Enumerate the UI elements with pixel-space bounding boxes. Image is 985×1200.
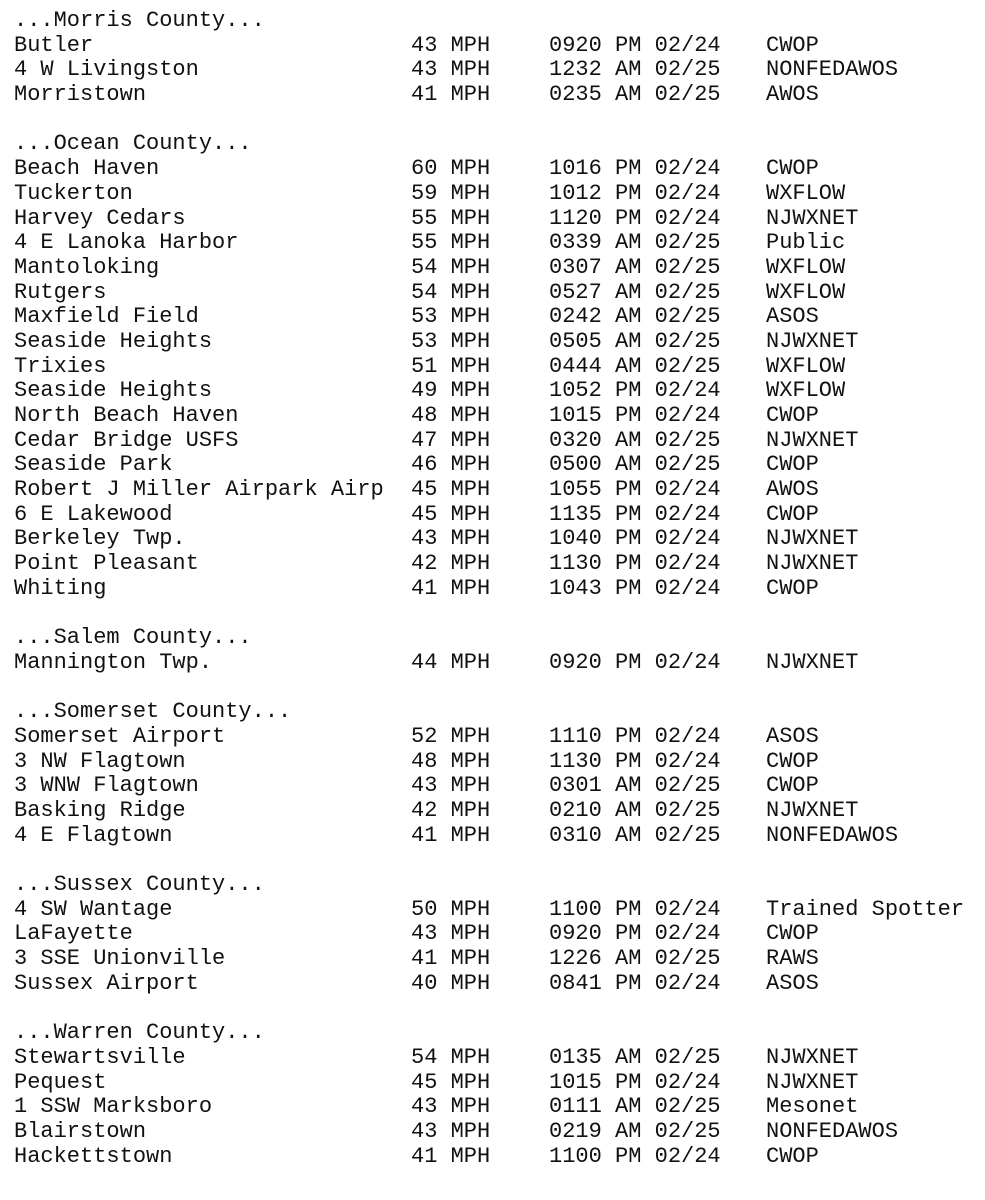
time-cell: 1016 PM 02/24 bbox=[549, 156, 721, 182]
source-cell: AWOS bbox=[766, 82, 819, 108]
wind-speed-cell: 51 MPH bbox=[411, 353, 491, 379]
wind-speed-cell: 43 MPH bbox=[411, 57, 491, 83]
location-cell: Harvey Cedars bbox=[14, 205, 186, 231]
source-cell: NJWXNET bbox=[766, 551, 859, 577]
time-cell: 0841 PM 02/24 bbox=[549, 970, 721, 996]
county-header: ...Salem County... bbox=[14, 625, 252, 651]
time-cell: 1100 PM 02/24 bbox=[549, 896, 721, 922]
wind-speed-cell: 43 MPH bbox=[411, 921, 491, 947]
wind-speed-cell: 45 MPH bbox=[411, 1069, 491, 1095]
time-cell: 0135 AM 02/25 bbox=[549, 1044, 721, 1070]
source-cell: NJWXNET bbox=[766, 1044, 859, 1070]
wind-speed-cell: 46 MPH bbox=[411, 452, 491, 478]
time-cell: 0320 AM 02/25 bbox=[549, 427, 721, 453]
source-cell: NONFEDAWOS bbox=[766, 822, 899, 848]
time-cell: 1110 PM 02/24 bbox=[549, 723, 721, 749]
location-cell: Cedar Bridge USFS bbox=[14, 427, 239, 453]
source-cell: WXFLOW bbox=[766, 353, 846, 379]
location-cell: Basking Ridge bbox=[14, 798, 186, 823]
location-cell: Seaside Heights bbox=[14, 378, 213, 404]
location-cell: Blairstown bbox=[14, 1118, 147, 1144]
time-cell: 1232 AM 02/25 bbox=[549, 57, 721, 83]
source-cell: CWOP bbox=[766, 575, 819, 601]
location-cell: Beach Haven bbox=[14, 156, 160, 182]
source-cell: CWOP bbox=[766, 1143, 819, 1169]
time-cell: 1052 PM 02/24 bbox=[549, 378, 721, 404]
source-cell: NJWXNET bbox=[766, 526, 859, 552]
time-cell: 0111 AM 02/25 bbox=[549, 1094, 721, 1120]
source-cell: WXFLOW bbox=[766, 254, 846, 280]
time-cell: 0301 AM 02/25 bbox=[549, 773, 721, 799]
location-cell: Seaside Heights bbox=[14, 328, 213, 354]
wind-speed-cell: 43 MPH bbox=[411, 526, 491, 552]
time-cell: 0242 AM 02/25 bbox=[549, 304, 721, 330]
time-cell: 0210 AM 02/25 bbox=[549, 798, 721, 823]
county-header: ...Morris County... bbox=[14, 8, 265, 33]
source-cell: WXFLOW bbox=[766, 279, 846, 305]
source-cell: WXFLOW bbox=[766, 378, 846, 404]
location-cell: Somerset Airport bbox=[14, 723, 226, 749]
wind-speed-cell: 43 MPH bbox=[411, 1118, 491, 1144]
location-cell: Pequest bbox=[14, 1069, 107, 1095]
source-cell: Trained Spotter bbox=[766, 896, 965, 922]
source-cell: NONFEDAWOS bbox=[766, 1118, 899, 1144]
source-cell: CWOP bbox=[766, 32, 819, 58]
county-header: ...Ocean County... bbox=[14, 131, 252, 157]
wind-speed-cell: 47 MPH bbox=[411, 427, 491, 453]
wind-speed-cell: 42 MPH bbox=[411, 798, 491, 823]
county-header: ...Warren County... bbox=[14, 1020, 265, 1046]
location-cell: 3 WNW Flagtown bbox=[14, 773, 199, 799]
time-cell: 1130 PM 02/24 bbox=[549, 551, 721, 577]
source-cell: NJWXNET bbox=[766, 328, 859, 354]
wind-speed-cell: 54 MPH bbox=[411, 279, 491, 305]
wind-speed-cell: 53 MPH bbox=[411, 328, 491, 354]
wind-speed-cell: 42 MPH bbox=[411, 551, 491, 577]
wind-speed-cell: 40 MPH bbox=[411, 970, 491, 996]
time-cell: 0920 PM 02/24 bbox=[549, 649, 721, 675]
location-cell: LaFayette bbox=[14, 921, 133, 947]
time-cell: 1012 PM 02/24 bbox=[549, 180, 721, 206]
time-cell: 0500 AM 02/25 bbox=[549, 452, 721, 478]
location-cell: 4 E Flagtown bbox=[14, 822, 173, 848]
wind-speed-cell: 43 MPH bbox=[411, 32, 491, 58]
wind-speed-cell: 41 MPH bbox=[411, 575, 491, 601]
wind-speed-cell: 53 MPH bbox=[411, 304, 491, 330]
location-cell: Rutgers bbox=[14, 279, 107, 305]
wind-speed-cell: 44 MPH bbox=[411, 649, 491, 675]
source-cell: CWOP bbox=[766, 748, 819, 774]
wind-speed-cell: 41 MPH bbox=[411, 1143, 491, 1169]
time-cell: 0527 AM 02/25 bbox=[549, 279, 721, 305]
source-cell: NJWXNET bbox=[766, 798, 859, 823]
source-cell: NJWXNET bbox=[766, 649, 859, 675]
location-cell: 3 NW Flagtown bbox=[14, 748, 186, 774]
location-cell: Berkeley Twp. bbox=[14, 526, 186, 552]
location-cell: Trixies bbox=[14, 353, 107, 379]
source-cell: CWOP bbox=[766, 501, 819, 527]
location-cell: Butler bbox=[14, 32, 94, 58]
time-cell: 1043 PM 02/24 bbox=[549, 575, 721, 601]
source-cell: RAWS bbox=[766, 946, 819, 972]
location-cell: 4 E Lanoka Harbor bbox=[14, 230, 239, 256]
wind-speed-cell: 54 MPH bbox=[411, 1044, 491, 1070]
time-cell: 1100 PM 02/24 bbox=[549, 1143, 721, 1169]
location-cell: Whiting bbox=[14, 575, 107, 601]
source-cell: CWOP bbox=[766, 921, 819, 947]
location-cell: North Beach Haven bbox=[14, 403, 239, 428]
location-cell: Point Pleasant bbox=[14, 551, 199, 577]
time-cell: 0444 AM 02/25 bbox=[549, 353, 721, 379]
location-cell: 6 E Lakewood bbox=[14, 501, 173, 527]
time-cell: 1055 PM 02/24 bbox=[549, 477, 721, 503]
wind-speed-cell: 43 MPH bbox=[411, 1094, 491, 1120]
wind-speed-cell: 49 MPH bbox=[411, 378, 491, 404]
location-cell: Sussex Airport bbox=[14, 970, 199, 996]
time-cell: 1015 PM 02/24 bbox=[549, 1069, 721, 1095]
time-cell: 0339 AM 02/25 bbox=[549, 230, 721, 256]
time-cell: 0307 AM 02/25 bbox=[549, 254, 721, 280]
source-cell: CWOP bbox=[766, 156, 819, 182]
wind-speed-cell: 59 MPH bbox=[411, 180, 491, 206]
source-cell: NJWXNET bbox=[766, 1069, 859, 1095]
location-cell: Robert J Miller Airpark Airp bbox=[14, 477, 384, 503]
wind-speed-cell: 48 MPH bbox=[411, 748, 491, 774]
time-cell: 1015 PM 02/24 bbox=[549, 403, 721, 428]
time-cell: 0235 AM 02/25 bbox=[549, 82, 721, 108]
source-cell: NONFEDAWOS bbox=[766, 57, 899, 83]
wind-speed-cell: 41 MPH bbox=[411, 82, 491, 108]
location-cell: Hackettstown bbox=[14, 1143, 173, 1169]
county-header: ...Sussex County... bbox=[14, 872, 265, 898]
wind-speed-cell: 54 MPH bbox=[411, 254, 491, 280]
time-cell: 0505 AM 02/25 bbox=[549, 328, 721, 354]
location-cell: Mantoloking bbox=[14, 254, 160, 280]
time-cell: 0310 AM 02/25 bbox=[549, 822, 721, 848]
time-cell: 1120 PM 02/24 bbox=[549, 205, 721, 231]
wind-speed-cell: 43 MPH bbox=[411, 773, 491, 799]
source-cell: NJWXNET bbox=[766, 427, 859, 453]
location-cell: Morristown bbox=[14, 82, 147, 108]
source-cell: CWOP bbox=[766, 773, 819, 799]
time-cell: 0920 PM 02/24 bbox=[549, 32, 721, 58]
source-cell: Public bbox=[766, 230, 846, 256]
time-cell: 1130 PM 02/24 bbox=[549, 748, 721, 774]
location-cell: Mannington Twp. bbox=[14, 649, 213, 675]
location-cell: 4 SW Wantage bbox=[14, 896, 173, 922]
time-cell: 1135 PM 02/24 bbox=[549, 501, 721, 527]
source-cell: ASOS bbox=[766, 723, 819, 749]
location-cell: Maxfield Field bbox=[14, 304, 199, 330]
wind-speed-cell: 41 MPH bbox=[411, 946, 491, 972]
location-cell: 4 W Livingston bbox=[14, 57, 199, 83]
wind-speed-cell: 52 MPH bbox=[411, 723, 491, 749]
source-cell: AWOS bbox=[766, 477, 819, 503]
location-cell: 3 SSE Unionville bbox=[14, 946, 226, 972]
location-cell: Seaside Park bbox=[14, 452, 173, 478]
location-cell: 1 SSW Marksboro bbox=[14, 1094, 213, 1120]
source-cell: NJWXNET bbox=[766, 205, 859, 231]
source-cell: ASOS bbox=[766, 970, 819, 996]
wind-speed-cell: 55 MPH bbox=[411, 230, 491, 256]
source-cell: ASOS bbox=[766, 304, 819, 330]
wind-speed-cell: 45 MPH bbox=[411, 501, 491, 527]
time-cell: 1226 AM 02/25 bbox=[549, 946, 721, 972]
source-cell: CWOP bbox=[766, 403, 819, 428]
wind-speed-cell: 60 MPH bbox=[411, 156, 491, 182]
time-cell: 1040 PM 02/24 bbox=[549, 526, 721, 552]
wind-speed-cell: 45 MPH bbox=[411, 477, 491, 503]
wind-speed-cell: 48 MPH bbox=[411, 403, 491, 428]
location-cell: Stewartsville bbox=[14, 1044, 186, 1070]
source-cell: Mesonet bbox=[766, 1094, 859, 1120]
wind-speed-cell: 50 MPH bbox=[411, 896, 491, 922]
location-cell: Tuckerton bbox=[14, 180, 133, 206]
source-cell: WXFLOW bbox=[766, 180, 846, 206]
source-cell: CWOP bbox=[766, 452, 819, 478]
wind-speed-cell: 41 MPH bbox=[411, 822, 491, 848]
county-header: ...Somerset County... bbox=[14, 699, 292, 725]
time-cell: 0920 PM 02/24 bbox=[549, 921, 721, 947]
time-cell: 0219 AM 02/25 bbox=[549, 1118, 721, 1144]
wind-speed-cell: 55 MPH bbox=[411, 205, 491, 231]
